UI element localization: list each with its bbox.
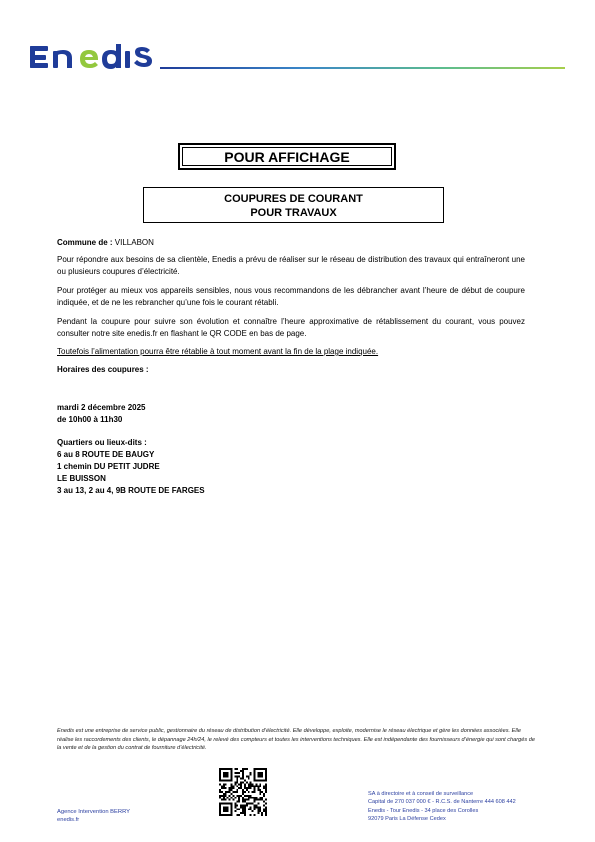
pour-affichage-banner: [178, 143, 396, 170]
footer-legal-line: 92079 Paris La Défense Cedex: [368, 815, 446, 822]
notice-title-line1: COUPURES DE COURANT: [224, 193, 363, 205]
banner-text: POUR AFFICHAGE: [224, 148, 350, 165]
horaires-label: [57, 364, 525, 376]
places-label: Quartiers ou lieux-dits :: [57, 438, 147, 447]
schedule-time: de 10h00 à 11h30: [57, 415, 123, 424]
paragraph-1: Pour répondre aux besoins de sa clientèle, Enedis a prévu de réaliser sur le réseau de distribution des travaux qui entraîneront une ou plusieurs coupures d’électricité.: [57, 255, 525, 276]
places-block: [57, 437, 205, 497]
footer-legal-line: SA à directoire et à conseil de surveillance: [368, 791, 474, 797]
place-item: 1 chemin DU PETIT JUDRE: [57, 462, 160, 471]
paragraph-2: Pour protéger au mieux vos appareils sensibles, nous vous recommandons de les débrancher avant l’heure de début de coupure indiquée, et de ne les rebrancher qu’une fois le courant rétabli.: [57, 286, 525, 307]
paragraph-4: Toutefois l’alimentation pourra être rétablie à tout moment avant la fin de la plage indiquée.: [57, 347, 379, 356]
notice-title-box: [143, 187, 444, 223]
footer-legal-line: Capital de 270 037 000 € - R.C.S. de Nanterre 444 608 442: [368, 799, 516, 806]
footer-site-link[interactable]: enedis.fr: [57, 817, 80, 823]
place-item: 3 au 13, 2 au 4, 9B ROUTE DE FARGES: [57, 486, 205, 495]
paragraph-3: Pendant la coupure pour suivre son évolution et connaître l’heure approximative de rétablissement du courant, vous pouvez consulter notre site enedis.fr en flashant le QR CODE en bas de page.: [57, 317, 525, 338]
horaires-label-text: Horaires des coupures :: [57, 365, 149, 374]
notice-title-line2: POUR TRAVAUX: [250, 207, 337, 219]
schedule-date: mardi 2 décembre 2025: [57, 403, 146, 412]
place-item: LE BUISSON: [57, 474, 106, 483]
footer-disclaimer: Enedis est une entreprise de service public, gestionnaire du réseau de distribution d’électricité. Elle développe, exploite, modernise le réseau électrique et gère les données associées. Elle réalise les raccordements des clients, le dépannage 24h/24, le relevé des compteurs et toutes les interventions techniques. Elle est indépendante des fournisseurs d’énergie qui sont chargés de la vente et de la gestion du contrat de fourniture d’électricité.: [57, 728, 535, 751]
footer-legal-block: [368, 790, 516, 823]
place-item: 6 au 8 ROUTE DE BAUGY: [57, 450, 155, 459]
commune-line: [57, 237, 525, 249]
enedis-logo: [28, 40, 158, 74]
footer-agency-block: [57, 808, 130, 824]
schedule-block: [57, 402, 146, 426]
commune-label: Commune de :: [57, 238, 113, 247]
footer-legal-line: Enedis - Tour Enedis - 34 place des Corolles: [368, 807, 479, 814]
footer-agency: Agence Intervention BERRY: [57, 809, 131, 815]
logo-gradient-line: [160, 67, 565, 69]
qr-code-icon[interactable]: [219, 768, 267, 816]
commune-value: VILLABON: [114, 238, 154, 247]
